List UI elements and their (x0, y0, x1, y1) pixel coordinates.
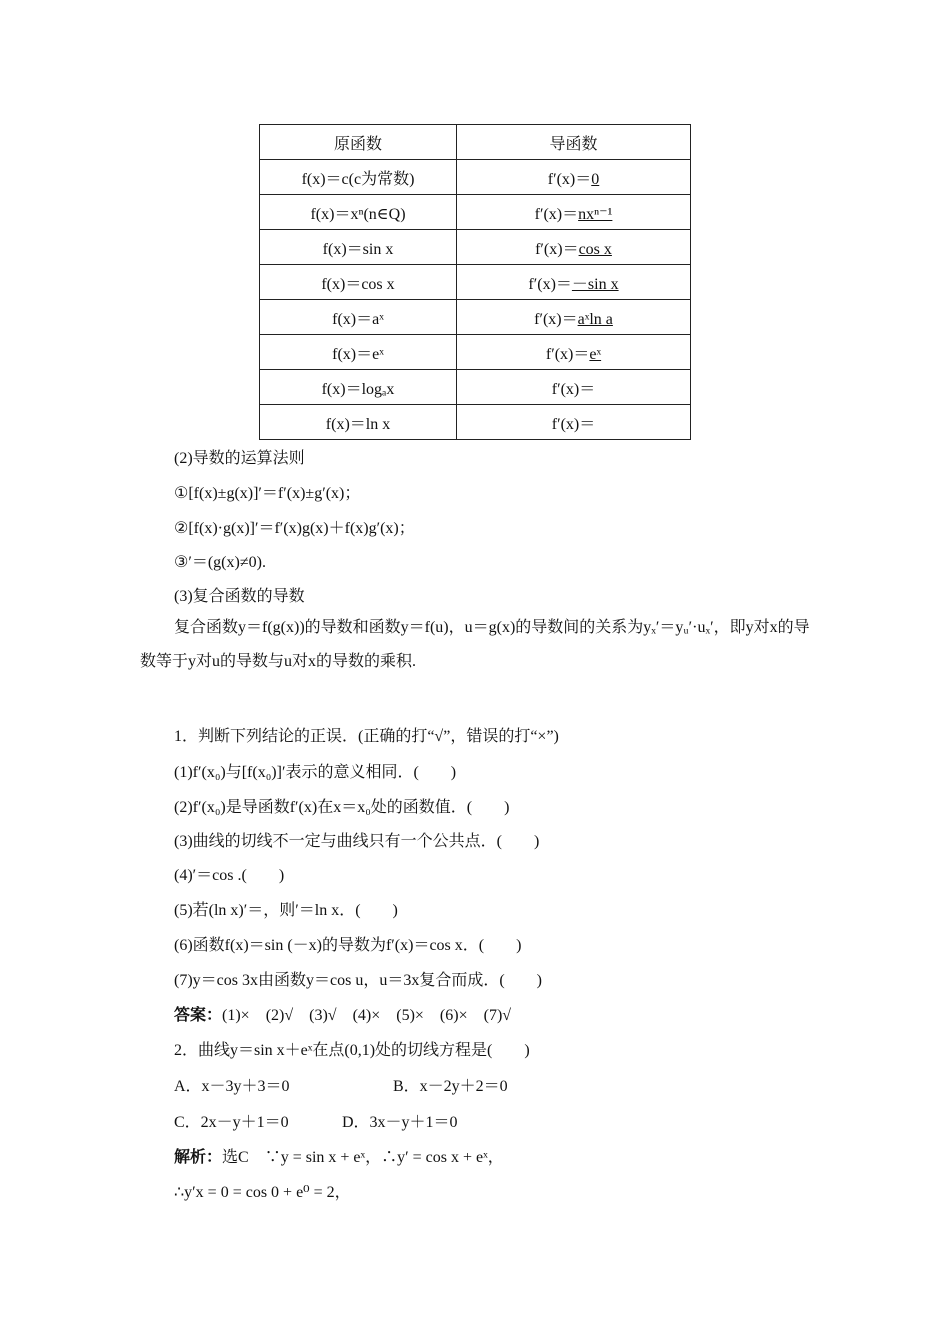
table-cell-derivative: f′(x)＝nxⁿ⁻¹ (457, 195, 691, 230)
table-cell-function: f(x)＝c(c为常数) (260, 160, 457, 195)
table-row (260, 370, 691, 405)
solution-label: 解析： (174, 1149, 223, 1166)
rules-heading: (2)导数的运算法则 (174, 450, 305, 467)
answer-blank: eˣ (589, 345, 602, 363)
table-cell-derivative: f′(x)＝ (457, 370, 691, 405)
solution-text: 选C ∵y = sin x + eˣ，∴y′ = cos x + eˣ， (222, 1149, 504, 1166)
answer-blank: nxⁿ⁻¹ (578, 205, 613, 223)
table-cell-function: f(x)＝cos x (260, 265, 457, 300)
answer-blank: aˣln a (577, 310, 613, 328)
table-cell-derivative: f′(x)＝cos x (457, 230, 691, 265)
table-cell-derivative: f′(x)＝eˣ (457, 335, 691, 370)
composite-paragraph: 复合函数y＝f(g(x))的导数和函数y＝f(u)，u＝g(x)的导数间的关系为yₓ′＝yᵤ′·uₓ′，即y对x的导数等于y对u的导数与u对x的导数的乘积. (140, 619, 810, 670)
table-cell-function: f(x)＝sin x (260, 230, 457, 265)
composite-heading: (3)复合函数的导数 (174, 588, 305, 605)
table-cell-function: f(x)＝logₐx (260, 370, 457, 405)
answer-blank: －sin x (571, 275, 619, 293)
solution-line-2: ∴y′x = 0 = cos 0 + e⁰ = 2， (174, 1184, 351, 1201)
option-d: D．3x－y＋1＝0 (342, 1114, 458, 1131)
rule-sum: ①[f(x)±g(x)]′＝f′(x)±g′(x)； (174, 485, 361, 502)
answer-text: (1)× (2)√ (3)√ (4)× (5)× (6)× (7)√ (222, 1007, 512, 1024)
table-cell-derivative: f′(x)＝－sin x (457, 265, 691, 300)
option-a: A．x－3y＋3＝0 (174, 1078, 290, 1095)
question-1-answer (174, 1002, 511, 1025)
table-row (260, 405, 691, 440)
answer-blank: cos x (578, 240, 612, 258)
table-cell-derivative: f′(x)＝0 (457, 160, 691, 195)
rule-product: ②[f(x)·g(x)]′＝f′(x)g(x)＋f(x)g′(x)； (174, 520, 415, 537)
derivative-table (259, 124, 691, 440)
question-1-item: (6)函数f(x)＝sin (－x)的导数为f′(x)＝cos x．( ) (174, 937, 522, 954)
table-cell-derivative: f′(x)＝aˣln a (457, 300, 691, 335)
table-header-derivative: 导函数 (457, 125, 691, 160)
table-row (260, 195, 691, 230)
question-1-item: (7)y＝cos 3x由函数y＝cos u，u＝3x复合而成．( ) (174, 972, 542, 989)
rule-quotient: ③′＝(g(x)≠0). (174, 554, 266, 571)
table-cell-function: f(x)＝aˣ (260, 300, 457, 335)
table-row (260, 300, 691, 335)
table-header-row (260, 125, 691, 160)
table-row (260, 160, 691, 195)
answer-label: 答案： (174, 1007, 223, 1024)
table-row (260, 230, 691, 265)
table-cell-function: f(x)＝eˣ (260, 335, 457, 370)
question-1-item: (2)f′(x₀)是导函数f′(x)在x＝x₀处的函数值．( ) (174, 799, 510, 816)
question-1-item: (1)f′(x₀)与[f(x₀)]′表示的意义相同．( ) (174, 764, 457, 781)
table-cell-derivative: f′(x)＝ (457, 405, 691, 440)
question-1-stem: 1．判断下列结论的正误．(正确的打“√”，错误的打“×”) (174, 728, 559, 745)
question-1-item: (3)曲线的切线不一定与曲线只有一个公共点．( ) (174, 833, 540, 850)
question-1-item: (4)′＝cos .( ) (174, 867, 285, 884)
table-header-original: 原函数 (260, 125, 457, 160)
table-row (260, 335, 691, 370)
question-1-item: (5)若(ln x)′＝，则′＝ln x．( ) (174, 902, 398, 919)
answer-blank: 0 (591, 170, 600, 188)
option-b: B．x－2y＋2＝0 (393, 1078, 508, 1095)
table-cell-function: f(x)＝xⁿ(n∈Q) (260, 195, 457, 230)
table-row (260, 265, 691, 300)
option-c: C．2x－y＋1＝0 (174, 1114, 289, 1131)
question-2-stem: 2．曲线y＝sin x＋eˣ在点(0,1)处的切线方程是( ) (174, 1042, 530, 1059)
solution-line-1 (174, 1144, 504, 1167)
table-cell-function: f(x)＝ln x (260, 405, 457, 440)
